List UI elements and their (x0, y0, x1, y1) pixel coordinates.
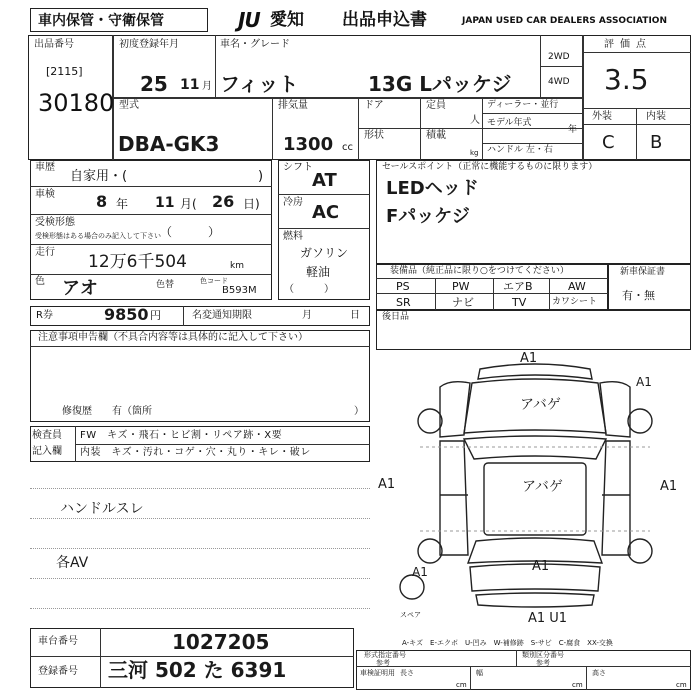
mileage-label: 走行 (35, 247, 55, 258)
eq-ps: PS (396, 280, 410, 293)
inspector-label: 検査員 (32, 430, 62, 441)
height-label: 高さ (592, 669, 606, 677)
shift-value: AT (312, 170, 337, 191)
length-label: 長さ (400, 669, 414, 677)
color-label: 色 (35, 276, 45, 287)
fuel-label: 燃料 (283, 231, 303, 242)
notes-title: 注意事項申告欄（不具合内容等は具体的に記入して下さい） (38, 332, 308, 343)
capacity-label: 定員 (426, 100, 446, 111)
note-each-av: 各AV (56, 555, 89, 571)
type-label: 型式 (119, 100, 139, 111)
inspect-row-interior: 内装 キズ・汚れ・コゲ・穴・丸り・キレ・破レ (80, 447, 311, 458)
eq-airbag: エアB (503, 280, 533, 293)
height-cm: cm (676, 681, 687, 689)
lot-code: [2115] (46, 65, 83, 78)
handle-label: ハンドル 左・右 (487, 145, 553, 155)
left-doors (440, 441, 468, 555)
inspection-day: 26 (212, 192, 235, 211)
front-right-fender (600, 382, 630, 437)
name-change-day: 日 (350, 310, 360, 321)
dmg-roof: アバゲ (522, 479, 563, 495)
selling-point-1: LEDヘッド (386, 178, 479, 199)
width-cm: cm (572, 681, 583, 689)
name-change-label: 名変通知期限 (192, 310, 252, 321)
displacement-label: 排気量 (278, 100, 308, 111)
color-change-label: 色替 (156, 280, 175, 290)
equipment-label: 装備品（純正品に限り○をつけてください） (390, 266, 569, 276)
reg-no-label: 登録番号 (38, 666, 78, 677)
recycle-unit: 円 (150, 309, 161, 322)
inspection-day-unit: 日) (243, 197, 260, 211)
class-ref: 参考 (536, 659, 550, 667)
inspection-month-unit: 月( (180, 197, 197, 211)
front-right-wheel (628, 409, 652, 433)
note-handle: ハンドルスレ (60, 501, 144, 517)
two-wd-label: 2WD (548, 52, 570, 62)
ju-logo: JU (238, 8, 260, 32)
score-value: 3.5 (604, 63, 649, 96)
eq-navi: ナビ (452, 296, 474, 309)
selling-point-2: Fパッケジ (386, 206, 470, 227)
reg-no-value: 三河 502 た 6391 (108, 658, 287, 682)
front-bumper-outline (478, 364, 592, 379)
dmg-front-bumper: A1 (520, 351, 538, 366)
color-value: アオ (62, 278, 98, 299)
form-title: 出品申込書 (342, 10, 427, 30)
shift-label: シフト (283, 162, 313, 173)
cert-ref: 参考 (376, 659, 390, 667)
eq-pw: PW (452, 280, 470, 293)
model-grade-label: 車名・グレード (220, 39, 290, 50)
front-left-fender (440, 382, 470, 437)
interior-label: 内装 (646, 111, 666, 122)
selling-points-label: セールスポイント（正常に機能するものに限ります） (382, 162, 598, 172)
record-label: 記入欄 (32, 446, 62, 457)
model-name: フィット (220, 72, 299, 96)
later-date-label: 後日品 (382, 312, 410, 322)
inspection-label: 車検 (35, 189, 55, 200)
dmg-right-side: A1 (660, 479, 678, 494)
fuel-diesel: 軽油 (306, 265, 331, 279)
year-unit: 年 (568, 125, 578, 135)
association-name: JAPAN USED CAR DEALERS ASSOCIATION (462, 16, 667, 26)
fuel-gasoline: ガソリン (300, 246, 349, 260)
history-value: 自家用・( (70, 169, 128, 184)
roof-outline (484, 463, 586, 535)
km-unit: km (230, 261, 244, 271)
width-label: 幅 (476, 669, 483, 677)
recycle-value: 9850 (104, 305, 149, 324)
name-change-month: 月 (302, 310, 312, 321)
exterior-label: 外装 (592, 111, 612, 122)
repair-history-close: ） (354, 406, 364, 417)
spare-label: スペア (400, 611, 421, 619)
cert-no-label: 形式指定番号 (364, 651, 406, 659)
first-reg-label: 初度登録年月 (119, 39, 179, 50)
displacement-value: 1300 (283, 134, 334, 155)
four-wd-label: 4WD (548, 77, 570, 87)
door-label: ドア (364, 100, 384, 111)
history-label: 車歴 (35, 162, 55, 173)
shape-label: 形状 (364, 130, 384, 141)
mileage-value: 12万6千504 (88, 252, 187, 272)
front-left-wheel (418, 409, 442, 433)
cooling-value: AC (312, 202, 340, 223)
fuel-paren: （ ） (284, 284, 334, 295)
reg-month-unit: 月 (202, 81, 212, 92)
repair-history: 修復歴 有（箇所 (62, 406, 152, 417)
dealer-label: ディーラー・並行 (487, 100, 559, 110)
history-close: ) (258, 169, 264, 184)
dmg-hood: アバゲ (520, 397, 561, 413)
rear-left-wheel (418, 539, 442, 563)
recycle-label: R券 (36, 310, 53, 321)
rear-bumper-outline (476, 593, 594, 607)
dmg-rear-left: A1 (412, 565, 428, 579)
load-label: 積載 (426, 130, 446, 141)
acceptance-note: 受検形態はある場合のみ記入して下さい (35, 232, 161, 240)
model-year-label: モデル年式 (487, 118, 532, 128)
dmg-rear-bumper: A1 U1 (528, 611, 568, 626)
eq-aw: AW (568, 280, 586, 293)
color-code-label: 色コード (200, 277, 228, 285)
kg-unit: kg (470, 149, 479, 157)
acceptance-label: 受検形態 (35, 217, 75, 228)
inspection-year: 8 (96, 192, 108, 211)
later-date-box (376, 310, 691, 350)
dmg-front-right: A1 (636, 375, 652, 389)
cooling-label: 冷房 (283, 197, 303, 208)
length-cm: cm (456, 681, 467, 689)
inspect-row-fw: FW キズ・飛石・ヒビ割・リペア跡・X要 (80, 430, 283, 441)
dmg-left-side: A1 (378, 477, 396, 492)
type-value: DBA-GK3 (118, 132, 220, 156)
score-label: 評価点 (604, 39, 652, 50)
chassis-no-value: 1027205 (172, 630, 270, 654)
lot-no: 30180 (38, 89, 115, 117)
chassis-no-label: 車台番号 (38, 636, 78, 647)
reg-year: 25 (140, 72, 168, 96)
storage-note: 車内保管・守衛保管 (38, 13, 164, 29)
warranty-label: 新車保証書 (620, 267, 666, 277)
dmg-rear: A1 (532, 559, 550, 574)
inspection-year-unit: 年 (116, 197, 129, 211)
interior-grade: B (650, 132, 663, 153)
lot-no-label: 出品番号 (34, 39, 74, 50)
color-code-value: B593M (222, 285, 257, 296)
person-unit: 人 (470, 115, 480, 126)
eq-sr: SR (396, 296, 411, 309)
exterior-grade: C (602, 132, 615, 153)
class-no-label: 類別区分番号 (522, 651, 564, 659)
eq-tv: TV (512, 296, 527, 309)
right-doors (602, 441, 630, 555)
warranty-options: 有・無 (622, 289, 655, 302)
org-name: 愛知 (270, 10, 304, 30)
rear-right-wheel (628, 539, 652, 563)
inspection-month: 11 (155, 195, 175, 211)
reg-month: 11 (180, 77, 200, 93)
acceptance-paren: （ ） (160, 225, 221, 239)
eq-leather: カワシート (552, 297, 598, 307)
grade-name: 13G Lパッケジ (368, 72, 512, 96)
ref-cert-label: 車検証明用 (360, 669, 395, 677)
damage-legend: A-キズ E-エクボ U-凹み W-補修跡 S-サビ C-腐食 XX-交換 (402, 639, 613, 647)
cc-unit: cc (342, 142, 353, 153)
